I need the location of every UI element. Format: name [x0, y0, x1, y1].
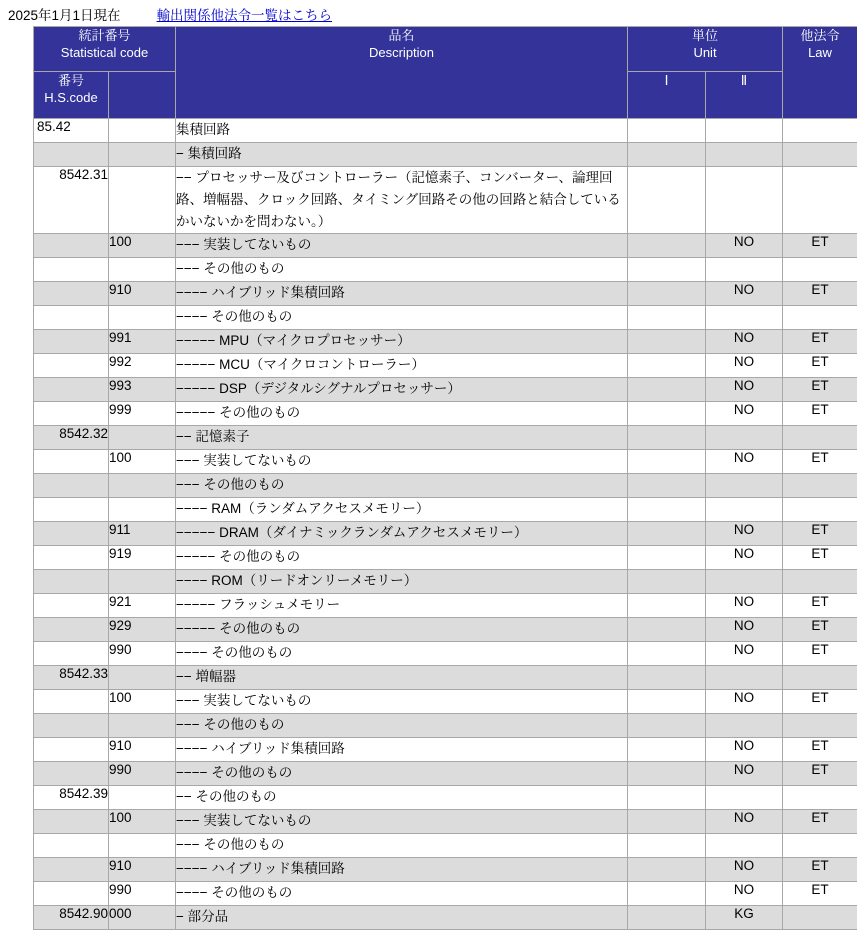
cell-unit-2: NO — [706, 449, 783, 473]
header-hs-code-en: H.S.code — [44, 90, 98, 106]
cell-hs-code — [34, 593, 109, 617]
table-row — [34, 881, 857, 905]
cell-unit-1 — [628, 569, 706, 593]
cell-law: ET — [783, 761, 857, 785]
cell-hs-code — [34, 473, 109, 497]
cell-law — [783, 665, 857, 689]
cell-description: −− 記憶素子 — [176, 425, 628, 449]
cell-law — [783, 167, 857, 234]
cell-unit-1 — [628, 833, 706, 857]
cell-stat-code — [109, 713, 176, 737]
cell-unit-2: KG — [706, 905, 783, 929]
header-stat-sub — [109, 72, 176, 119]
cell-description: −−−−− フラッシュメモリー — [176, 593, 628, 617]
cell-unit-2: NO — [706, 593, 783, 617]
cell-unit-2: NO — [706, 401, 783, 425]
cell-law: ET — [783, 737, 857, 761]
table-row — [34, 809, 857, 833]
cell-hs-code — [34, 761, 109, 785]
cell-unit-1 — [628, 761, 706, 785]
cell-stat-code: 990 — [109, 881, 176, 905]
cell-unit-1 — [628, 881, 706, 905]
cell-law — [783, 257, 857, 281]
table-row — [34, 689, 857, 713]
cell-hs-code — [34, 881, 109, 905]
cell-unit-1 — [628, 353, 706, 377]
cell-unit-1 — [628, 713, 706, 737]
cell-hs-code — [34, 737, 109, 761]
cell-description: −−−− その他のもの — [176, 761, 628, 785]
cell-unit-1 — [628, 809, 706, 833]
cell-law: ET — [783, 857, 857, 881]
cell-law — [783, 905, 857, 929]
cell-stat-code — [109, 833, 176, 857]
cell-stat-code — [109, 665, 176, 689]
cell-hs-code — [34, 713, 109, 737]
table-row — [34, 905, 857, 929]
cell-description: −−− 実装してないもの — [176, 233, 628, 257]
cell-unit-1 — [628, 545, 706, 569]
cell-hs-code: 8542.39 — [34, 785, 109, 809]
cell-unit-1 — [628, 401, 706, 425]
cell-description: −−−−− その他のもの — [176, 545, 628, 569]
cell-unit-2 — [706, 713, 783, 737]
cell-unit-1 — [628, 497, 706, 521]
cell-unit-1 — [628, 905, 706, 929]
cell-unit-2: NO — [706, 281, 783, 305]
cell-description: 集積回路 — [176, 119, 628, 143]
cell-hs-code — [34, 401, 109, 425]
cell-stat-code: 992 — [109, 353, 176, 377]
cell-law: ET — [783, 281, 857, 305]
cell-description: − 集積回路 — [176, 143, 628, 167]
table-row — [34, 143, 857, 167]
cell-law — [783, 143, 857, 167]
cell-description: −−−− RAM（ランダムアクセスメモリー） — [176, 497, 628, 521]
table-row — [34, 569, 857, 593]
cell-unit-2 — [706, 785, 783, 809]
cell-description: −−−−− DSP（デジタルシグナルプロセッサー） — [176, 377, 628, 401]
cell-law — [783, 833, 857, 857]
cell-unit-1 — [628, 257, 706, 281]
cell-description: −−− 実装してないもの — [176, 689, 628, 713]
header-description-jp: 品名 — [388, 28, 415, 43]
cell-unit-1 — [628, 665, 706, 689]
cell-unit-1 — [628, 857, 706, 881]
export-law-list-link[interactable]: 輸出関係他法令一覧はこちら — [156, 8, 333, 23]
cell-unit-2 — [706, 305, 783, 329]
cell-description: −−−− その他のもの — [176, 641, 628, 665]
cell-unit-1 — [628, 689, 706, 713]
cell-hs-code: 85.42 — [34, 119, 109, 143]
cell-hs-code — [34, 257, 109, 281]
cell-description: −−− その他のもの — [176, 473, 628, 497]
cell-unit-2 — [706, 473, 783, 497]
cell-unit-1 — [628, 617, 706, 641]
cell-description: −− 増幅器 — [176, 665, 628, 689]
cell-unit-2 — [706, 425, 783, 449]
cell-stat-code: 910 — [109, 737, 176, 761]
cell-stat-code: 990 — [109, 641, 176, 665]
cell-stat-code: 100 — [109, 233, 176, 257]
cell-law: ET — [783, 809, 857, 833]
cell-description: −−− その他のもの — [176, 833, 628, 857]
header-statistical-code-jp: 統計番号 — [78, 28, 131, 43]
cell-unit-2: NO — [706, 641, 783, 665]
cell-unit-2 — [706, 497, 783, 521]
table-row — [34, 353, 857, 377]
cell-description: −− プロセッサー及びコントローラー（記憶素子、コンバーター、論理回路、増幅器、クロック回路、タイミング回路その他の回路と結合しているかいないかを問わない。） — [176, 167, 628, 234]
table-row — [34, 233, 857, 257]
cell-stat-code: 100 — [109, 449, 176, 473]
cell-unit-1 — [628, 737, 706, 761]
cell-hs-code — [34, 449, 109, 473]
table-row — [34, 167, 857, 234]
header-law — [783, 27, 857, 119]
cell-unit-2: NO — [706, 545, 783, 569]
cell-hs-code — [34, 353, 109, 377]
cell-law — [783, 569, 857, 593]
cell-hs-code — [34, 857, 109, 881]
cell-unit-2: NO — [706, 521, 783, 545]
statistical-code-table — [33, 26, 857, 930]
cell-hs-code — [34, 809, 109, 833]
cell-stat-code: 911 — [109, 521, 176, 545]
cell-description: −−−−− DRAM（ダイナミックランダムアクセスメモリー） — [176, 521, 628, 545]
cell-unit-2: NO — [706, 329, 783, 353]
cell-stat-code: 000 — [109, 905, 176, 929]
table-row — [34, 257, 857, 281]
cell-stat-code — [109, 785, 176, 809]
cell-hs-code: 8542.90 — [34, 905, 109, 929]
cell-hs-code — [34, 281, 109, 305]
table-row — [34, 119, 857, 143]
cell-stat-code: 921 — [109, 593, 176, 617]
header-unit-2: Ⅱ — [706, 72, 783, 119]
cell-law: ET — [783, 617, 857, 641]
header-unit-jp: 単位 — [692, 28, 719, 43]
cell-unit-2: NO — [706, 353, 783, 377]
cell-stat-code — [109, 425, 176, 449]
cell-stat-code: 919 — [109, 545, 176, 569]
cell-hs-code — [34, 329, 109, 353]
cell-unit-1 — [628, 641, 706, 665]
header-hs-code-jp: 番号 — [57, 73, 84, 88]
cell-stat-code: 100 — [109, 809, 176, 833]
cell-description: −−−−− MPU（マイクロプロセッサー） — [176, 329, 628, 353]
cell-law: ET — [783, 545, 857, 569]
cell-stat-code: 990 — [109, 761, 176, 785]
cell-law: ET — [783, 377, 857, 401]
cell-unit-1 — [628, 521, 706, 545]
cell-unit-2: NO — [706, 617, 783, 641]
table-row — [34, 449, 857, 473]
cell-stat-code: 910 — [109, 857, 176, 881]
cell-stat-code: 910 — [109, 281, 176, 305]
table-row — [34, 761, 857, 785]
table-row — [34, 641, 857, 665]
table-row — [34, 401, 857, 425]
cell-law — [783, 473, 857, 497]
cell-unit-2 — [706, 569, 783, 593]
cell-description: −−− その他のもの — [176, 713, 628, 737]
cell-unit-2: NO — [706, 689, 783, 713]
table-row — [34, 545, 857, 569]
table-row — [34, 305, 857, 329]
cell-stat-code: 100 — [109, 689, 176, 713]
table-row — [34, 377, 857, 401]
cell-law — [783, 785, 857, 809]
cell-hs-code: 8542.32 — [34, 425, 109, 449]
header-law-en: Law — [808, 45, 832, 61]
cell-hs-code — [34, 641, 109, 665]
header-statistical-code-en: Statistical code — [60, 45, 149, 61]
header-unit-1: Ⅰ — [628, 72, 706, 119]
table-row — [34, 713, 857, 737]
cell-law: ET — [783, 641, 857, 665]
header-description — [176, 27, 628, 119]
cell-unit-1 — [628, 167, 706, 234]
header-statistical-code — [34, 27, 176, 72]
cell-unit-1 — [628, 449, 706, 473]
cell-law — [783, 305, 857, 329]
cell-description: −−−−− その他のもの — [176, 617, 628, 641]
cell-description: −−−− その他のもの — [176, 881, 628, 905]
cell-description: − 部分品 — [176, 905, 628, 929]
cell-stat-code — [109, 305, 176, 329]
cell-law: ET — [783, 329, 857, 353]
cell-law — [783, 713, 857, 737]
cell-description: −−−− ハイブリッド集積回路 — [176, 737, 628, 761]
cell-stat-code — [109, 119, 176, 143]
cell-law: ET — [783, 689, 857, 713]
cell-law — [783, 497, 857, 521]
table-row — [34, 617, 857, 641]
cell-stat-code — [109, 497, 176, 521]
cell-stat-code — [109, 569, 176, 593]
cell-unit-1 — [628, 119, 706, 143]
page-topbar — [0, 0, 857, 26]
cell-law: ET — [783, 353, 857, 377]
header-law-jp: 他法令 — [800, 28, 840, 43]
cell-hs-code: 8542.31 — [34, 167, 109, 234]
cell-hs-code — [34, 617, 109, 641]
header-description-en: Description — [368, 45, 435, 61]
header-hs-code — [34, 72, 109, 119]
cell-hs-code — [34, 545, 109, 569]
cell-unit-1 — [628, 143, 706, 167]
cell-hs-code — [34, 569, 109, 593]
table-row — [34, 425, 857, 449]
cell-hs-code — [34, 521, 109, 545]
table-row — [34, 329, 857, 353]
table-row — [34, 785, 857, 809]
cell-stat-code — [109, 257, 176, 281]
cell-description: −−−−− MCU（マイクロコントローラー） — [176, 353, 628, 377]
cell-unit-1 — [628, 473, 706, 497]
cell-description: −−− 実装してないもの — [176, 449, 628, 473]
cell-hs-code — [34, 833, 109, 857]
cell-stat-code: 929 — [109, 617, 176, 641]
cell-stat-code — [109, 473, 176, 497]
cell-unit-1 — [628, 785, 706, 809]
cell-hs-code — [34, 233, 109, 257]
cell-stat-code: 993 — [109, 377, 176, 401]
header-unit-en: Unit — [693, 45, 717, 61]
cell-unit-1 — [628, 593, 706, 617]
cell-hs-code — [34, 377, 109, 401]
cell-description: −−− その他のもの — [176, 257, 628, 281]
cell-law: ET — [783, 449, 857, 473]
cell-unit-2 — [706, 665, 783, 689]
cell-unit-1 — [628, 305, 706, 329]
cell-hs-code — [34, 689, 109, 713]
table-row — [34, 665, 857, 689]
table-container — [0, 26, 857, 930]
cell-law: ET — [783, 401, 857, 425]
cell-description: −−− 実装してないもの — [176, 809, 628, 833]
table-row — [34, 473, 857, 497]
table-row — [34, 833, 857, 857]
table-head — [34, 27, 857, 119]
cell-unit-1 — [628, 329, 706, 353]
cell-description: −−−−− その他のもの — [176, 401, 628, 425]
cell-law: ET — [783, 233, 857, 257]
table-row — [34, 737, 857, 761]
header-unit — [628, 27, 783, 72]
cell-unit-1 — [628, 425, 706, 449]
cell-stat-code: 999 — [109, 401, 176, 425]
cell-hs-code — [34, 497, 109, 521]
cell-unit-1 — [628, 377, 706, 401]
cell-law: ET — [783, 593, 857, 617]
cell-description: −−−− ハイブリッド集積回路 — [176, 281, 628, 305]
cell-law: ET — [783, 521, 857, 545]
cell-unit-2 — [706, 119, 783, 143]
cell-description: −−−− ROM（リードオンリーメモリー） — [176, 569, 628, 593]
cell-hs-code — [34, 305, 109, 329]
cell-law: ET — [783, 881, 857, 905]
cell-law — [783, 425, 857, 449]
table-row — [34, 857, 857, 881]
cell-hs-code: 8542.33 — [34, 665, 109, 689]
as-of-date: 2025年1月1日現在 — [8, 8, 121, 23]
cell-unit-2: NO — [706, 377, 783, 401]
cell-unit-2: NO — [706, 233, 783, 257]
table-row — [34, 497, 857, 521]
table-body — [34, 119, 857, 930]
cell-stat-code: 991 — [109, 329, 176, 353]
cell-description: −− その他のもの — [176, 785, 628, 809]
cell-unit-2: NO — [706, 857, 783, 881]
cell-unit-2 — [706, 167, 783, 234]
cell-unit-2: NO — [706, 737, 783, 761]
cell-unit-2 — [706, 257, 783, 281]
cell-unit-1 — [628, 281, 706, 305]
table-row — [34, 281, 857, 305]
cell-law — [783, 119, 857, 143]
cell-unit-1 — [628, 233, 706, 257]
cell-unit-2 — [706, 833, 783, 857]
cell-stat-code — [109, 143, 176, 167]
cell-unit-2: NO — [706, 761, 783, 785]
header-row-top — [34, 27, 857, 72]
cell-description: −−−− その他のもの — [176, 305, 628, 329]
cell-stat-code — [109, 167, 176, 234]
cell-unit-2 — [706, 143, 783, 167]
cell-description: −−−− ハイブリッド集積回路 — [176, 857, 628, 881]
table-row — [34, 593, 857, 617]
table-row — [34, 521, 857, 545]
cell-hs-code — [34, 143, 109, 167]
cell-unit-2: NO — [706, 809, 783, 833]
cell-unit-2: NO — [706, 881, 783, 905]
